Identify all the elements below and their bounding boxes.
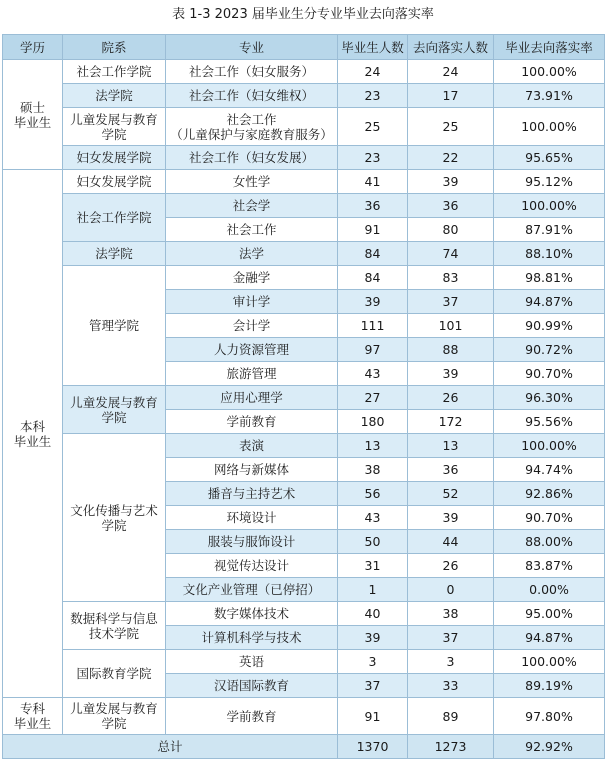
rate-cell: 87.91% [494,218,605,242]
major-cell: 环境设计 [166,506,338,530]
graduates-cell: 91 [338,218,408,242]
rate-cell: 100.00% [494,434,605,458]
header-placed: 去向落实人数 [408,35,494,60]
placed-cell: 36 [408,194,494,218]
graduates-cell: 40 [338,602,408,626]
placed-cell: 80 [408,218,494,242]
rate-cell: 73.91% [494,84,605,108]
total-placed: 1273 [408,735,494,759]
table-row [3,60,605,84]
placed-cell: 36 [408,458,494,482]
table-row [3,266,605,290]
table-row [3,698,605,735]
placed-cell: 25 [408,108,494,146]
table-row [3,84,605,108]
rate-cell: 90.70% [494,362,605,386]
rate-cell: 0.00% [494,578,605,602]
placed-cell: 172 [408,410,494,434]
rate-cell: 89.19% [494,674,605,698]
placed-cell: 88 [408,338,494,362]
placed-cell: 37 [408,290,494,314]
table-row [3,434,605,458]
rate-cell: 100.00% [494,60,605,84]
table-row [3,170,605,194]
table-row [3,650,605,674]
placed-cell: 101 [408,314,494,338]
placed-cell: 22 [408,146,494,170]
major-cell: 网络与新媒体 [166,458,338,482]
table-row [3,386,605,410]
placed-cell: 89 [408,698,494,735]
header-level: 学历 [3,35,63,60]
placed-cell: 26 [408,386,494,410]
major-cell: 视觉传达设计 [166,554,338,578]
total-label: 总计 [3,735,338,759]
major-cell: 学前教育 [166,698,338,735]
dept-cell: 数据科学与信息 技术学院 [63,602,166,650]
graduates-cell: 41 [338,170,408,194]
rate-cell: 94.74% [494,458,605,482]
major-cell: 计算机科学与技术 [166,626,338,650]
graduates-cell: 50 [338,530,408,554]
graduates-cell: 25 [338,108,408,146]
placed-cell: 39 [408,506,494,530]
rate-cell: 88.10% [494,242,605,266]
rate-cell: 94.87% [494,290,605,314]
dept-cell: 儿童发展与教育 学院 [63,698,166,735]
rate-cell: 90.99% [494,314,605,338]
major-cell: 女性学 [166,170,338,194]
placed-cell: 24 [408,60,494,84]
major-cell: 服装与服饰设计 [166,530,338,554]
rate-cell: 95.00% [494,602,605,626]
table-row [3,194,605,218]
graduates-cell: 23 [338,146,408,170]
placed-cell: 33 [408,674,494,698]
dept-cell: 国际教育学院 [63,650,166,698]
major-cell: 播音与主持艺术 [166,482,338,506]
graduates-cell: 3 [338,650,408,674]
graduates-cell: 56 [338,482,408,506]
major-cell: 社会工作 [166,218,338,242]
header-rate: 毕业去向落实率 [494,35,605,60]
rate-cell: 96.30% [494,386,605,410]
dept-cell: 儿童发展与教育 学院 [63,386,166,434]
major-cell: 法学 [166,242,338,266]
graduates-cell: 24 [338,60,408,84]
level-cell: 硕士 毕业生 [3,60,63,170]
placed-cell: 17 [408,84,494,108]
graduates-cell: 39 [338,626,408,650]
major-cell: 数字媒体技术 [166,602,338,626]
total-graduates: 1370 [338,735,408,759]
major-cell: 英语 [166,650,338,674]
major-cell: 学前教育 [166,410,338,434]
dept-cell: 法学院 [63,84,166,108]
dept-cell: 社会工作学院 [63,194,166,242]
graduates-cell: 43 [338,506,408,530]
rate-cell: 88.00% [494,530,605,554]
graduates-cell: 31 [338,554,408,578]
graduates-cell: 27 [338,386,408,410]
placed-cell: 26 [408,554,494,578]
placed-cell: 44 [408,530,494,554]
level-cell: 本科 毕业生 [3,170,63,698]
rate-cell: 100.00% [494,650,605,674]
graduates-cell: 97 [338,338,408,362]
graduates-cell: 1 [338,578,408,602]
dept-cell: 管理学院 [63,266,166,386]
graduates-cell: 91 [338,698,408,735]
rate-cell: 95.12% [494,170,605,194]
rate-cell: 100.00% [494,108,605,146]
rate-cell: 94.87% [494,626,605,650]
graduates-cell: 84 [338,242,408,266]
major-cell: 会计学 [166,314,338,338]
major-cell: 社会工作（妇女服务） [166,60,338,84]
graduates-cell: 180 [338,410,408,434]
dept-cell: 文化传播与艺术 学院 [63,434,166,602]
major-cell: 文化产业管理（已停招） [166,578,338,602]
dept-cell: 妇女发展学院 [63,146,166,170]
placed-cell: 3 [408,650,494,674]
rate-cell: 95.56% [494,410,605,434]
header-major: 专业 [166,35,338,60]
placed-cell: 39 [408,170,494,194]
placed-cell: 83 [408,266,494,290]
rate-cell: 95.65% [494,146,605,170]
graduates-cell: 36 [338,194,408,218]
rate-cell: 98.81% [494,266,605,290]
employment-rate-table [2,34,605,759]
table-row [3,602,605,626]
major-cell: 表演 [166,434,338,458]
rate-cell: 83.87% [494,554,605,578]
rate-cell: 90.70% [494,506,605,530]
rate-cell: 97.80% [494,698,605,735]
major-cell: 社会工作（妇女维权） [166,84,338,108]
placed-cell: 52 [408,482,494,506]
header-dept: 院系 [63,35,166,60]
table-row [3,108,605,146]
placed-cell: 0 [408,578,494,602]
dept-cell: 社会工作学院 [63,60,166,84]
dept-cell: 儿童发展与教育 学院 [63,108,166,146]
graduates-cell: 111 [338,314,408,338]
rate-cell: 92.86% [494,482,605,506]
total-rate: 92.92% [494,735,605,759]
total-row [3,735,605,759]
header-graduates: 毕业生人数 [338,35,408,60]
graduates-cell: 37 [338,674,408,698]
graduates-cell: 84 [338,266,408,290]
placed-cell: 39 [408,362,494,386]
placed-cell: 13 [408,434,494,458]
placed-cell: 38 [408,602,494,626]
major-cell: 汉语国际教育 [166,674,338,698]
dept-cell: 法学院 [63,242,166,266]
level-cell: 专科 毕业生 [3,698,63,735]
major-cell: 社会工作 （儿童保护与家庭教育服务） [166,108,338,146]
rate-cell: 100.00% [494,194,605,218]
major-cell: 旅游管理 [166,362,338,386]
table-caption: 表 1-3 2023 届毕业生分专业毕业去向落实率 [172,7,434,22]
placed-cell: 74 [408,242,494,266]
graduates-cell: 23 [338,84,408,108]
major-cell: 应用心理学 [166,386,338,410]
major-cell: 社会工作（妇女发展） [166,146,338,170]
graduates-cell: 38 [338,458,408,482]
major-cell: 社会学 [166,194,338,218]
major-cell: 金融学 [166,266,338,290]
graduates-cell: 13 [338,434,408,458]
major-cell: 人力资源管理 [166,338,338,362]
table-row [3,146,605,170]
rate-cell: 90.72% [494,338,605,362]
table-row [3,242,605,266]
graduates-cell: 39 [338,290,408,314]
major-cell: 审计学 [166,290,338,314]
placed-cell: 37 [408,626,494,650]
graduates-cell: 43 [338,362,408,386]
dept-cell: 妇女发展学院 [63,170,166,194]
